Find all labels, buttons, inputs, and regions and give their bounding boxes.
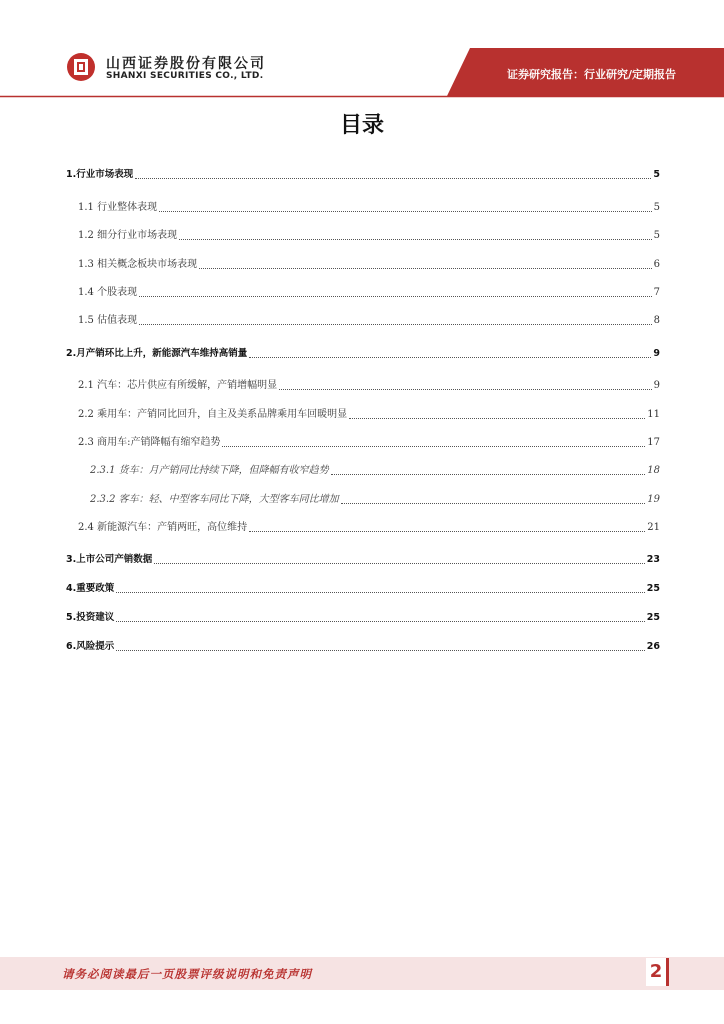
toc-entry[interactable] <box>78 229 660 243</box>
toc-entry[interactable] <box>78 436 660 450</box>
company-name-en: SHANXI SECURITIES CO., LTD. <box>106 71 264 81</box>
toc-entry-page: 5 <box>653 202 660 213</box>
toc-entry-label: 2.3 商用车:产销降幅有缩窄趋势 <box>78 437 221 448</box>
company-logo-icon <box>66 52 96 82</box>
toc-entry-page: 6 <box>653 259 660 270</box>
toc-leader-dots <box>249 522 645 532</box>
toc-entry-label: 1.2 细分行业市场表现 <box>78 230 178 241</box>
footer-disclaimer: 请务必阅读最后一页股票评级说明和免责声明 <box>62 967 312 981</box>
toc-entry[interactable] <box>66 640 660 654</box>
toc-entry-label: 4.重要政策 <box>66 583 115 594</box>
toc-entry-page: 9 <box>653 380 660 391</box>
toc-entry[interactable] <box>66 168 660 182</box>
toc-entry-label: 1.1 行业整体表现 <box>78 202 158 213</box>
toc-entry-label: 1.4 个股表现 <box>78 287 138 298</box>
toc-leader-dots <box>116 612 645 622</box>
toc-entry-label: 6.风险提示 <box>66 641 115 652</box>
toc-entry[interactable] <box>90 493 660 507</box>
toc-entry-page: 21 <box>647 522 660 533</box>
company-name-cn: 山西证券股份有限公司 <box>106 56 266 72</box>
toc-entry-label: 5.投资建议 <box>66 612 115 623</box>
toc-entry-label: 2.3.1 货车：月产销同比持续下降，但降幅有收窄趋势 <box>90 465 329 476</box>
toc-leader-dots <box>249 348 651 358</box>
toc-entry-page: 8 <box>653 315 660 326</box>
toc-entry-label: 3.上市公司产销数据 <box>66 554 153 565</box>
report-type: 证券研究报告：行业研究/定期报告 <box>506 68 676 81</box>
page-number: 2 <box>646 958 669 986</box>
toc-entry-page: 19 <box>647 494 660 505</box>
toc-entry[interactable] <box>78 379 660 393</box>
toc-leader-dots <box>154 554 645 564</box>
toc-entry-label: 2.3.2 客车：轻、中型客车同比下降，大型客车同比增加 <box>90 494 339 505</box>
toc-entry-label: 1.5 估值表现 <box>78 315 138 326</box>
header-band <box>0 0 724 100</box>
toc-entry[interactable] <box>78 521 660 535</box>
toc-entry-page: 9 <box>653 348 660 359</box>
toc-entry-page: 23 <box>646 554 660 565</box>
toc-entry-label: 2.2 乘用车：产销同比回升，自主及美系品牌乘用车回暖明显 <box>78 409 348 420</box>
toc-entry-page: 5 <box>653 169 660 180</box>
toc-entry-page: 7 <box>653 287 660 298</box>
toc-entry[interactable] <box>78 408 660 422</box>
toc-entry-page: 11 <box>647 409 660 420</box>
toc-entry-label: 1.3 相关概念板块市场表现 <box>78 259 198 270</box>
toc-entry-page: 17 <box>647 437 660 448</box>
toc-leader-dots <box>135 169 651 179</box>
toc-leader-dots <box>179 230 652 240</box>
toc-leader-dots <box>341 494 646 504</box>
toc-entry[interactable] <box>78 258 660 272</box>
toc-entry[interactable] <box>66 582 660 596</box>
toc-leader-dots <box>116 583 645 593</box>
toc-entry[interactable] <box>78 314 660 328</box>
toc-entry-label: 1.行业市场表现 <box>66 169 134 180</box>
toc-leader-dots <box>139 287 652 297</box>
toc-leader-dots <box>139 315 652 325</box>
toc-entry-label: 2.4 新能源汽车：产销两旺，高位维持 <box>78 522 248 533</box>
toc-entry[interactable] <box>78 286 660 300</box>
toc-leader-dots <box>222 437 645 447</box>
toc-entry[interactable] <box>90 464 660 478</box>
toc-leader-dots <box>331 465 646 475</box>
toc-entry-page: 25 <box>646 583 660 594</box>
toc-entry-page: 18 <box>647 465 660 476</box>
toc-entry-page: 26 <box>646 641 660 652</box>
toc-leader-dots <box>199 259 652 269</box>
toc-leader-dots <box>279 380 652 390</box>
toc-entry-page: 25 <box>646 612 660 623</box>
toc-entry[interactable] <box>78 201 660 215</box>
toc-entry[interactable] <box>66 611 660 625</box>
toc-entry[interactable] <box>66 347 660 361</box>
page-title: 目录 <box>339 113 384 138</box>
toc-leader-dots <box>349 409 645 419</box>
toc-entry[interactable] <box>66 553 660 567</box>
toc-leader-dots <box>159 202 652 212</box>
toc-entry-label: 2.1 汽车：芯片供应有所缓解，产销增幅明显 <box>78 380 278 391</box>
toc-entry-label: 2.月产销环比上升，新能源汽车维持高销量 <box>66 348 248 359</box>
toc-entry-page: 5 <box>653 230 660 241</box>
toc-leader-dots <box>116 641 645 651</box>
page-header <box>0 0 724 100</box>
